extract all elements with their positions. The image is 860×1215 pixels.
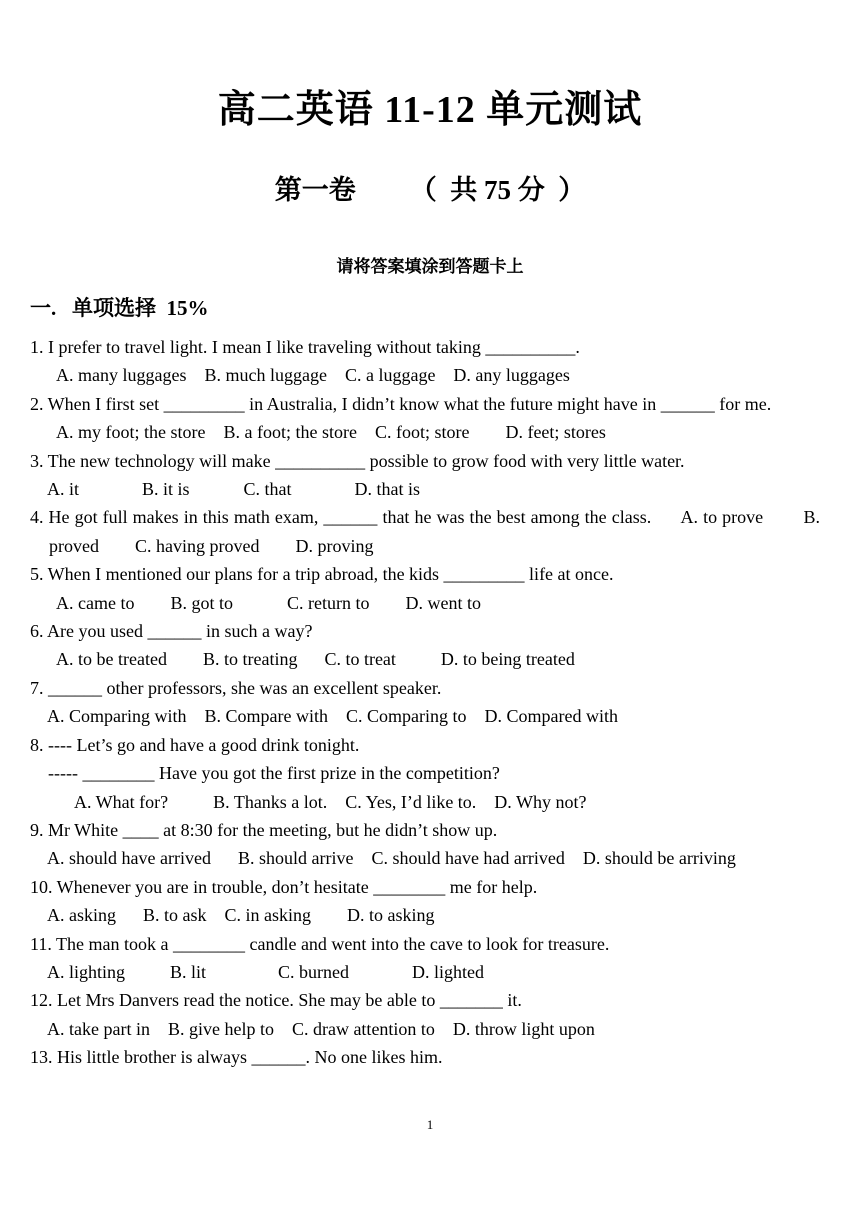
question-stem: 12. Let Mrs Danvers read the notice. She may be able to _______ it.: [30, 990, 522, 1011]
question-options: A. many luggages B. much luggage C. a luggage D. any luggages: [30, 365, 570, 386]
question-stem: 8. ---- Let’s go and have a good drink tonight.: [30, 734, 360, 755]
question-stem: 5. When I mentioned our plans for a trip abroad, the kids _________ life at once.: [30, 564, 614, 585]
question-stem: 6. Are you used ______ in such a way?: [30, 621, 313, 642]
question-options: A. it B. it is C. that D. that is: [30, 479, 421, 500]
question-options: A. came to B. got to C. return to D. went to: [30, 592, 481, 613]
question-options: A. lighting B. lit C. burned D. lighted: [30, 961, 484, 982]
question-stem: 11. The man took a ________ candle and went into the cave to look for treasure.: [30, 933, 610, 954]
page-title: 高二英语 11-12 单元测试: [217, 89, 643, 131]
question-list: [30, 333, 825, 1072]
answer-instruction: 请将答案填涂到答题卡上: [336, 257, 524, 276]
page-number: 1: [426, 1117, 434, 1132]
section-heading: 一. 单项选择 15%: [30, 296, 209, 320]
question-stem: 7. ______ other professors, she was an excellent speaker.: [30, 677, 442, 698]
question-stem: 2. When I first set _________ in Australia, I didn’t know what the future might have in ______ for me.: [30, 393, 772, 414]
question-options: A. What for? B. Thanks a lot. C. Yes, I’d like to. D. Why not?: [30, 791, 587, 812]
question-options: A. to be treated B. to treating C. to treat D. to being treated: [30, 649, 575, 670]
question-options: A. asking B. to ask C. in asking D. to asking: [30, 905, 435, 926]
question-stem: 9. Mr White ____ at 8:30 for the meeting, but he didn’t show up.: [30, 819, 498, 840]
question-options: A. my foot; the store B. a foot; the store C. foot; store D. feet; stores: [30, 422, 606, 443]
question-stem: 1. I prefer to travel light. I mean I like traveling without taking __________.: [30, 337, 580, 357]
question-stem: 13. His little brother is always ______. No one likes him.: [30, 1047, 443, 1068]
question-stem: 3. The new technology will make __________ possible to grow food with very little water.: [30, 450, 685, 471]
question-options: A. Comparing with B. Compare with C. Comparing to D. Compared with: [30, 706, 618, 727]
question-options: A. should have arrived B. should arrive C. should have had arrived D. should be arriving: [30, 848, 736, 869]
question-stem: 4. He got full makes in this math exam, ______ that he was the best among the class. A. to prove B. proved C. having proved D. proving: [30, 507, 825, 556]
paper-part-subtitle: 第一卷 （ 共 75 分 ）: [274, 175, 586, 205]
question-stem: 10. Whenever you are in trouble, don’t hesitate ________ me for help.: [30, 876, 538, 897]
dialogue-reply: ----- ________ Have you got the first prize in the competition?: [30, 763, 500, 784]
question-options: A. take part in B. give help to C. draw attention to D. throw light upon: [30, 1018, 595, 1039]
